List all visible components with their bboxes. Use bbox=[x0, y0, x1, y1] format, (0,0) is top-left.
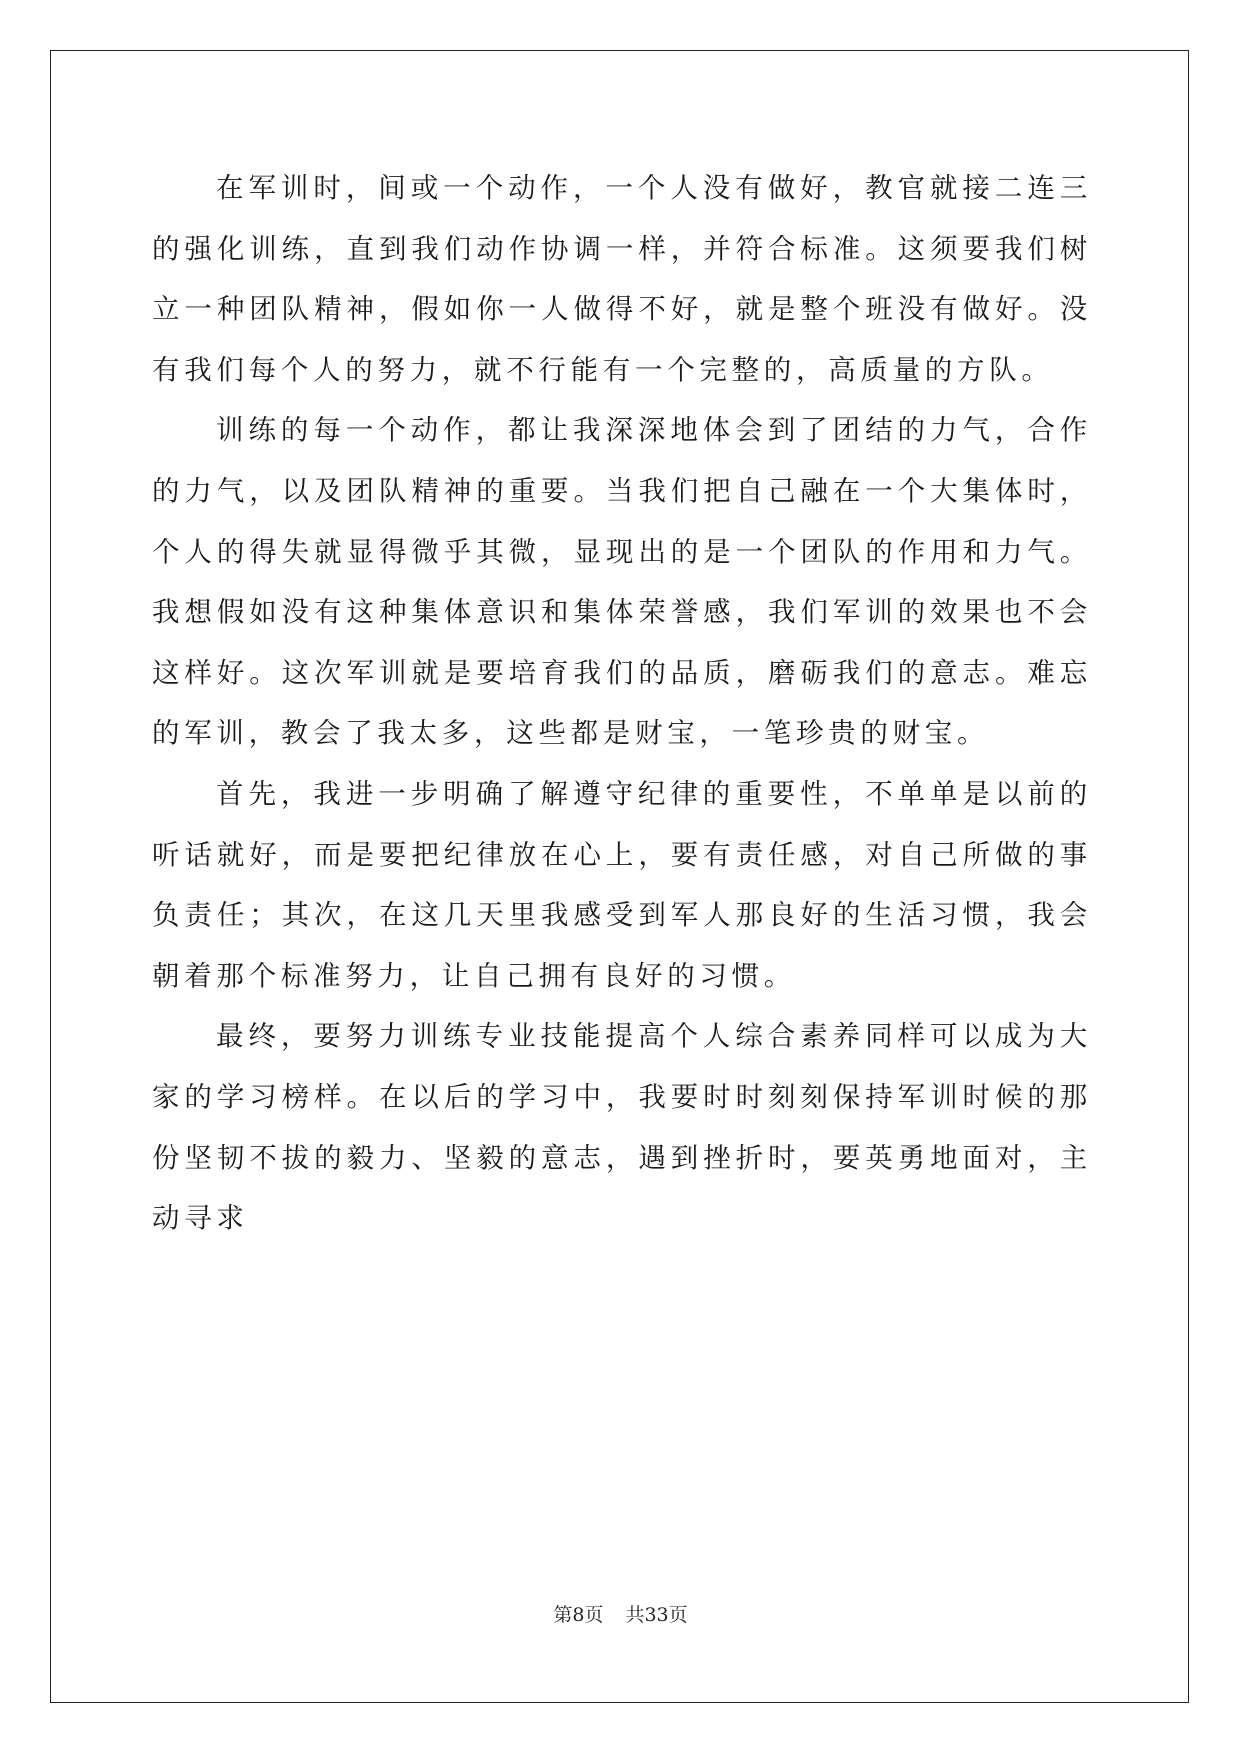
paragraph-3: 首先，我进一步明确了解遵守纪律的重要性，不单单是以前的听话就好，而是要把纪律放在心上，要有责任感，对自己所做的事负责任；其次，在这几天里我感受到军人那良好的生活习惯，我会朝着那个标准努力，让自己拥有良好的习惯。 bbox=[152, 777, 1092, 992]
paragraph-4: 最终，要努力训练专业技能提高个人综合素养同样可以成为大家的学习榜样。在以后的学习中，我要时时刻刻保持军训时候的那份坚韧不拔的毅力、坚毅的意志，遇到挫折时，要英勇地面对，主动寻求 bbox=[152, 1020, 1092, 1235]
page-footer bbox=[0, 1603, 1241, 1627]
paragraph-2: 训练的每一个动作，都让我深深地体会到了团结的力气，合作的力气，以及团队精神的重要。当我们把自己融在一个大集体时，个人的得失就显得微乎其微，显现出的是一个团队的作用和力气。我想假如没有这种集体意识和集体荣誉感，我们军训的效果也不会这样好。这次军训就是要培育我们的品质，磨砺我们的意志。难忘的军训，教会了我太多，这些都是财宝，一笔珍贵的财宝。 bbox=[152, 414, 1092, 750]
paragraph-1: 在军训时，间或一个动作，一个人没有做好，教官就接二连三的强化训练，直到我们动作协调一样，并符合标准。这须要我们树立一种团队精神，假如你一人做得不好，就是整个班没有做好。没有我们每个人的努力，就不行能有一个完整的，高质量的方队。 bbox=[152, 172, 1092, 386]
current-page-label: 第8页 bbox=[553, 1604, 604, 1626]
document-body bbox=[152, 158, 1092, 1249]
total-pages-label: 共33页 bbox=[625, 1604, 688, 1626]
